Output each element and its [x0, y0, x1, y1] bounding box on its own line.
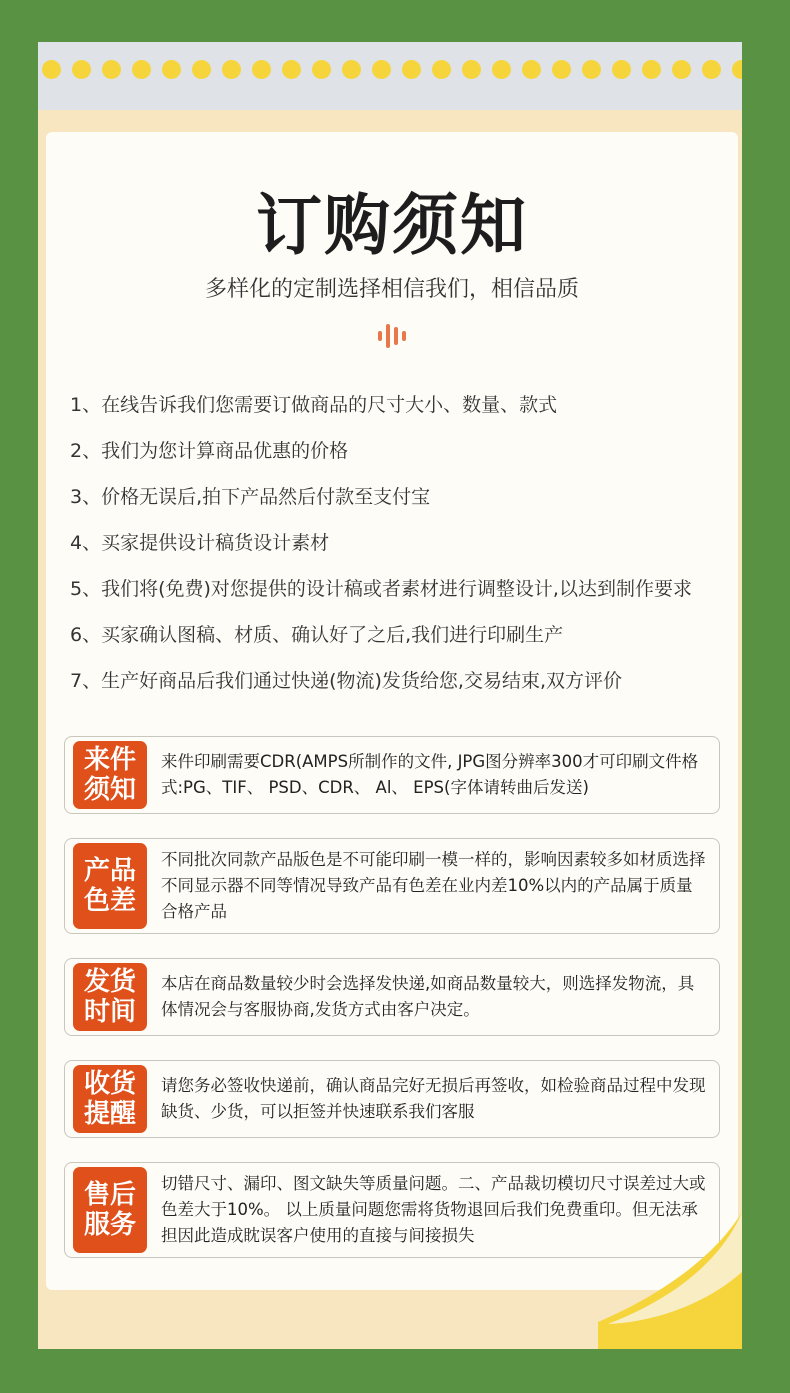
card-text: 本店在商品数量较少时会选择发快递,如商品数量较大，则选择发物流，具体情况会与客服协商,发货方式由客户决定。 [161, 974, 695, 1019]
decor-dot [222, 60, 241, 79]
card-text: 不同批次同款产品版色是不可能印刷一模一样的，影响因素较多如材质选择不同显示器不同等情况导致产品有色差在业内差10%以内的产品属于质量合格产品 [161, 850, 706, 921]
decor-dot [432, 60, 451, 79]
decor-dot [282, 60, 301, 79]
card-text: 来件印刷需要CDR(AMPS所制作的文件, JPG图分辨率300才可印刷文件格式:PG、TIF、 PSD、CDR、 Al、 EPS(字体请转曲后发送) [161, 752, 699, 797]
badge-line: 产品 [83, 856, 136, 886]
page-title: 订购须知 [256, 187, 528, 264]
sound-bars-icon [378, 324, 408, 348]
card-text: 切错尺寸、漏印、图文缺失等质量问题。二、产品裁切模切尺寸误差过大或色差大于10%。 以上质量问题您需将货物退回后我们免费重印。但无法承担因此造成眈误客户使用的直接与间接损失 [161, 1174, 706, 1245]
decor-dot [372, 60, 391, 79]
decor-dot [582, 60, 601, 79]
badge-line: 时间 [83, 997, 136, 1027]
badge-line: 发货 [83, 967, 136, 997]
decor-dot [402, 60, 421, 79]
decor-dot [672, 60, 691, 79]
step-item: 1、在线告诉我们您需要订做商品的尺寸大小、数量、款式 [70, 394, 558, 416]
page-curl-decoration [598, 1212, 742, 1349]
decor-dot [132, 60, 151, 79]
decor-dot [492, 60, 511, 79]
decor-dot [42, 60, 61, 79]
card-badge [73, 1167, 147, 1253]
decor-dot [192, 60, 211, 79]
badge-line: 售后 [83, 1180, 136, 1210]
step-item: 3、价格无误后,拍下产品然后付款至支付宝 [70, 486, 431, 508]
decor-dot [342, 60, 361, 79]
badge-line: 服务 [83, 1210, 136, 1240]
notice-frame [38, 42, 742, 1349]
info-card-incoming [64, 736, 720, 814]
card-badge [73, 843, 147, 929]
frame-top-strip [38, 42, 742, 110]
decor-dot [732, 60, 742, 79]
card-text: 请您务必签收快递前，确认商品完好无损后再签收，如检验商品过程中发现缺货、少货，可以拒签并快速联系我们客服 [161, 1076, 706, 1121]
badge-line: 来件 [83, 745, 136, 775]
decor-dot [102, 60, 121, 79]
decor-dot [72, 60, 91, 79]
decor-dot [162, 60, 181, 79]
step-item: 4、买家提供设计稿货设计素材 [70, 532, 330, 554]
badge-line: 收货 [83, 1069, 136, 1099]
decor-dot [642, 60, 661, 79]
card-badge [73, 963, 147, 1031]
badge-line: 须知 [83, 775, 136, 805]
decor-dot [312, 60, 331, 79]
order-steps-list [70, 382, 730, 704]
badge-line: 提醒 [83, 1099, 136, 1129]
badge-line: 色差 [83, 886, 136, 916]
card-badge [73, 741, 147, 809]
info-card-shipping [64, 958, 720, 1036]
step-item: 5、我们将(免费)对您提供的设计稿或者素材进行调整设计,以达到制作要求 [70, 578, 692, 600]
step-item: 2、我们为您计算商品优惠的价格 [70, 440, 349, 462]
decor-dot [702, 60, 721, 79]
notice-paper [46, 132, 738, 1290]
decor-dot [552, 60, 571, 79]
decor-dot [522, 60, 541, 79]
decor-dot [252, 60, 271, 79]
info-card-color-diff [64, 838, 720, 934]
info-card-receipt [64, 1060, 720, 1138]
step-item: 7、生产好商品后我们通过快递(物流)发货给您,交易结束,双方评价 [70, 670, 622, 692]
page-subtitle: 多样化的定制选择相信我们，相信品质 [204, 277, 579, 302]
step-item: 6、买家确认图稿、材质、确认好了之后,我们进行印刷生产 [70, 624, 564, 646]
card-badge [73, 1065, 147, 1133]
decor-dot [462, 60, 481, 79]
decor-dot [612, 60, 631, 79]
